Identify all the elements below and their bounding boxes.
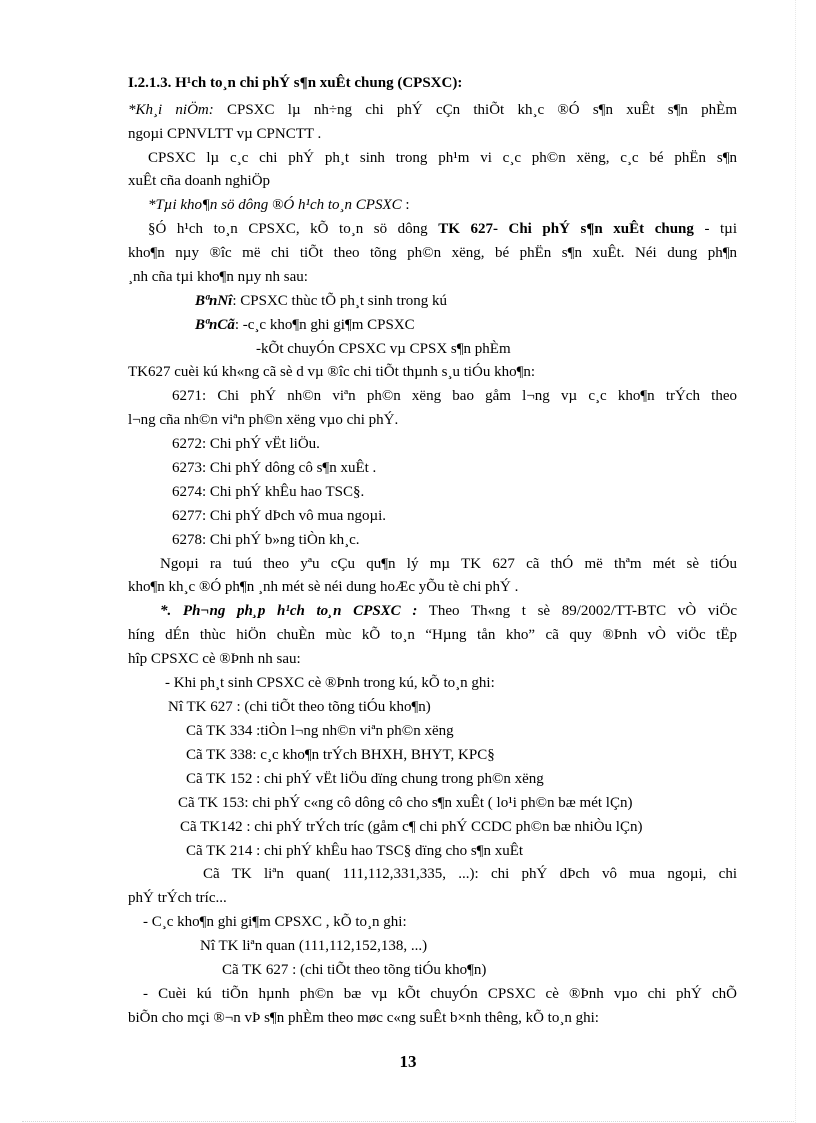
text-run: *Tµi kho¶n sö dông ®Ó h¹ch to¸n CPSXC <box>148 197 402 213</box>
text-line <box>128 267 308 287</box>
text-line <box>186 841 523 861</box>
text-line <box>200 936 427 956</box>
text-run: CPSXC lµ nh÷ng chi phÝ cÇn thiÕt kh¸c ®Ó s¶n xuÊt s¶n phÈm <box>213 102 737 118</box>
text-line <box>160 554 737 574</box>
text-line <box>148 195 410 215</box>
text-line <box>128 888 227 908</box>
text-run: kho¶n nµy ®îc më chi tiÕt theo tõng ph©n xëng, bé phËn s¶n xuÊt. Néi dung ph¶n <box>128 245 737 261</box>
text-line <box>128 171 270 191</box>
text-line <box>128 243 737 263</box>
text-line <box>148 148 737 168</box>
text-run: ¸nh cña tµi kho¶n nµy nh sau: <box>128 269 308 285</box>
text-run: TK627 cuèi kú kh«ng cã sè d vµ ®îc chi tiÕt thµnh s¸u tiÓu kho¶n: <box>128 364 536 380</box>
text-run: *. Ph¬ng ph¸p h¹ch to¸n CPSXC : <box>160 603 418 619</box>
text-run: Cã TK 214 : chi phÝ khÊu hao TSC§ dïng cho s¶n xuÊt <box>186 843 524 859</box>
text-run: - tµi <box>693 221 737 237</box>
text-run: Nî TK 627 : (chi tiÕt theo tõng tiÓu kho¶n) <box>168 699 431 715</box>
text-line <box>186 745 495 765</box>
text-run: Cã TK142 : chi phÝ trÝch tríc (gåm c¶ chi phÝ CCDC ph©n bæ nhiÒu lÇn) <box>180 819 643 835</box>
text-run: 6278: Chi phÝ b»ng tiÒn kh¸c. <box>172 532 360 548</box>
text-line <box>128 410 398 430</box>
text-line <box>128 124 321 144</box>
text-line <box>143 912 407 932</box>
page-number: 13 <box>399 1052 417 1071</box>
text-run: kho¶n kh¸c ®Ó ph¶n ¸nh mét sè néi dung hoÆc yÕu tè chi phÝ . <box>128 579 519 595</box>
text-run: - C¸c kho¶n ghi gi¶m CPSXC , kÕ to¸n ghi: <box>143 914 407 930</box>
text-line <box>222 960 486 980</box>
text-run: Theo Th«ng t sè 89/2002/TT-BTC vÒ viÖc <box>417 603 737 619</box>
text-run: CPSXC lµ c¸c chi phÝ ph¸t sinh trong ph¹m vi c¸c ph©n xëng, c¸c bé phËn s¶n <box>148 150 737 166</box>
text-run: Ngoµi ra tuú theo yªu cÇu qu¶n lý mµ TK 627 cã thÓ më thªm mét sè tiÓu <box>160 556 737 572</box>
text-run: : CPSXC thùc tÕ ph¸t sinh trong kú <box>232 293 447 309</box>
text-line <box>172 386 737 406</box>
text-line <box>186 721 454 741</box>
text-run: híng dÉn thùc hiÖn chuÈn mùc kÕ to¸n “Hµng tån kho” cã quy ®Þnh vÒ viÖc tËp <box>128 627 737 643</box>
text-run: 6274: Chi phÝ khÊu hao TSC§. <box>172 484 365 500</box>
text-run: Cã TK 338: c¸c kho¶n trÝch BHXH, BHYT, KPC§ <box>186 747 495 763</box>
text-line <box>128 362 535 382</box>
text-run: Cã TK 153: chi phÝ c«ng cô dông cô cho s¶n xuÊt ( lo¹i ph©n bæ mét lÇn) <box>178 795 633 811</box>
text-line <box>128 100 737 120</box>
text-line <box>195 291 447 311</box>
text-line <box>148 219 737 239</box>
text-run: I.2.1.3. H¹ch to¸n chi phÝ s¶n xuÊt chung (CPSXC): <box>128 75 463 91</box>
text-run: -kÕt chuyÓn CPSXC vµ CPSX s¶n phÈm <box>256 341 511 357</box>
text-line <box>172 458 376 478</box>
text-line <box>160 601 737 621</box>
text-line <box>172 506 386 526</box>
text-run: Cã TK liªn quan( 111,112,331,335, ...): chi phÝ dÞch vô mua ngoµi, chi <box>203 866 737 882</box>
text-run: ngoµi CPNVLTT vµ CPNCTT . <box>128 126 322 142</box>
text-run: §Ó h¹ch to¸n CPSXC, kÕ to¸n sö dông <box>148 221 439 237</box>
text-line <box>128 73 462 93</box>
page-footer-divider <box>22 1121 794 1122</box>
text-run: 6272: Chi phÝ vËt liÖu. <box>172 436 320 452</box>
text-run: phÝ trÝch tríc... <box>128 890 227 906</box>
text-run: Cã TK 152 : chi phÝ vËt liÖu dïng chung trong ph©n xëng <box>186 771 544 787</box>
text-line <box>128 649 301 669</box>
text-line <box>168 697 431 717</box>
text-run: BªnNî <box>195 293 233 309</box>
text-run: BªnCã <box>195 317 235 333</box>
text-line <box>128 1008 599 1028</box>
text-line <box>165 673 495 693</box>
text-line <box>186 769 544 789</box>
text-run: : -c¸c kho¶n ghi gi¶m CPSXC <box>234 317 415 333</box>
text-line <box>203 864 737 884</box>
text-run: Cã TK 627 : (chi tiÕt theo tõng tiÓu kho¶n) <box>222 962 487 978</box>
text-line <box>172 530 360 550</box>
text-run: biÕn cho mçi ®¬n vÞ s¶n phÈm theo møc c«ng suÊt b×nh thêng, kÕ to¸n ghi: <box>128 1010 599 1026</box>
text-run: : <box>401 197 410 213</box>
text-line <box>143 984 737 1004</box>
text-run: *Kh¸i niÖm: <box>128 102 214 118</box>
text-run: Nî TK liªn quan (111,112,152,138, ...) <box>200 938 428 954</box>
text-line <box>178 793 632 813</box>
text-run: 6277: Chi phÝ dÞch vô mua ngoµi. <box>172 508 387 524</box>
text-line <box>195 315 415 335</box>
text-run: - Cuèi kú tiÕn hµnh ph©n bæ vµ kÕt chuyÓn CPSXC cè ®Þnh vµo chi phÝ chÕ <box>143 986 737 1002</box>
text-line <box>128 577 518 597</box>
text-run: l¬ng cña nh©n viªn ph©n xëng vµo chi phÝ. <box>128 412 399 428</box>
text-line <box>256 339 511 359</box>
page-margin-guide <box>795 0 796 1123</box>
text-run: - Khi ph¸t sinh CPSXC cè ®Þnh trong kú, kÕ to¸n ghi: <box>165 675 495 691</box>
text-run: 6271: Chi phÝ nh©n viªn ph©n xëng bao gåm l¬ng vµ c¸c kho¶n trÝch theo <box>172 388 737 404</box>
text-run: Cã TK 334 :tiÒn l¬ng nh©n viªn ph©n xëng <box>186 723 454 739</box>
text-line <box>180 817 642 837</box>
text-line <box>172 482 364 502</box>
text-run: 6273: Chi phÝ dông cô s¶n xuÊt . <box>172 460 377 476</box>
text-run: TK 627- Chi phÝ s¶n xuÊt chung <box>438 221 694 237</box>
text-run: xuÊt cña doanh nghiÖp <box>128 173 271 189</box>
text-line <box>172 434 320 454</box>
text-run: hîp CPSXC cè ®Þnh nh sau: <box>128 651 301 667</box>
text-line <box>128 625 737 645</box>
